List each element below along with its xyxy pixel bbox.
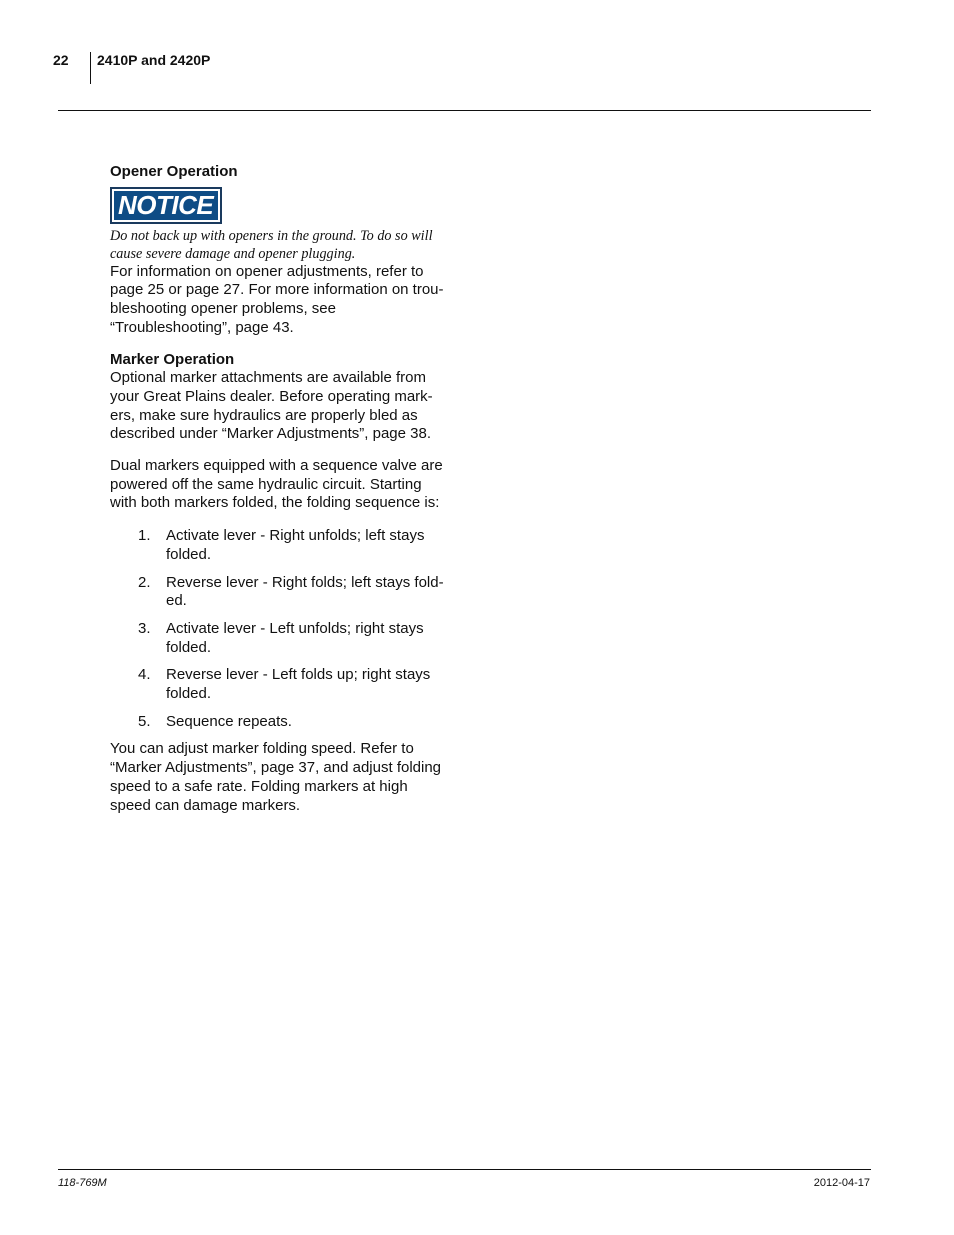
marker-heading: Marker Operation (110, 350, 235, 368)
list-item (110, 620, 452, 657)
manual-title: 2410P and 2420P (97, 52, 211, 68)
marker-paragraph-1: Optional marker attachments are available from your Great Plains dealer. Before operating mark-ers, make sure hydraulics are properly bled as described under “Marker Adjustments”, page 38. (110, 369, 433, 443)
list-item-text: Activate lever - Left unfolds; right stays folded. (166, 619, 424, 656)
list-item (110, 713, 452, 732)
list-item (110, 527, 452, 564)
list-item (110, 574, 452, 611)
list-item-text: Reverse lever - Right folds; left stays fold-ed. (166, 573, 444, 610)
header-rule (58, 110, 871, 111)
list-item-text: Activate lever - Right unfolds; left stays folded. (166, 527, 425, 563)
folding-sequence-list (110, 527, 452, 731)
opener-heading: Opener Operation (110, 163, 238, 180)
content-column (110, 163, 452, 815)
list-item-number: 1. (138, 527, 151, 545)
list-item-number: 2. (138, 573, 151, 591)
list-item-number: 4. (138, 666, 151, 684)
header-divider (90, 52, 91, 84)
list-item-text: Reverse lever - Left folds up; right stays folded. (166, 666, 431, 703)
notice-badge (110, 187, 222, 224)
marker-paragraph-2: Dual markers equipped with a sequence valve are powered off the same hydraulic circuit. Starting with both markers folded, the folding sequence is: (110, 457, 443, 512)
list-item (110, 666, 452, 703)
footer-rule (58, 1169, 871, 1170)
list-item-number: 3. (138, 619, 151, 637)
notice-label: NOTICE (114, 191, 218, 220)
notice-text: Do not back up with openers in the ground. To do so will cause severe damage and opener plugging. (110, 227, 433, 262)
doc-number: 118-769M (58, 1177, 107, 1189)
page-number: 22 (53, 52, 69, 68)
list-item-text: Sequence repeats. (166, 712, 292, 730)
list-item-number: 5. (138, 712, 151, 730)
revision-date: 2012-04-17 (813, 1177, 870, 1189)
opener-paragraph: For information on opener adjustments, refer to page 25 or page 27. For more information on trou-bleshooting opener problems, see “Troubleshooting”, page 43. (110, 262, 444, 336)
marker-paragraph-3: You can adjust marker folding speed. Refer to “Marker Adjustments”, page 37, and adjust folding speed to a safe rate. Folding markers at high speed can damage markers. (110, 740, 442, 814)
